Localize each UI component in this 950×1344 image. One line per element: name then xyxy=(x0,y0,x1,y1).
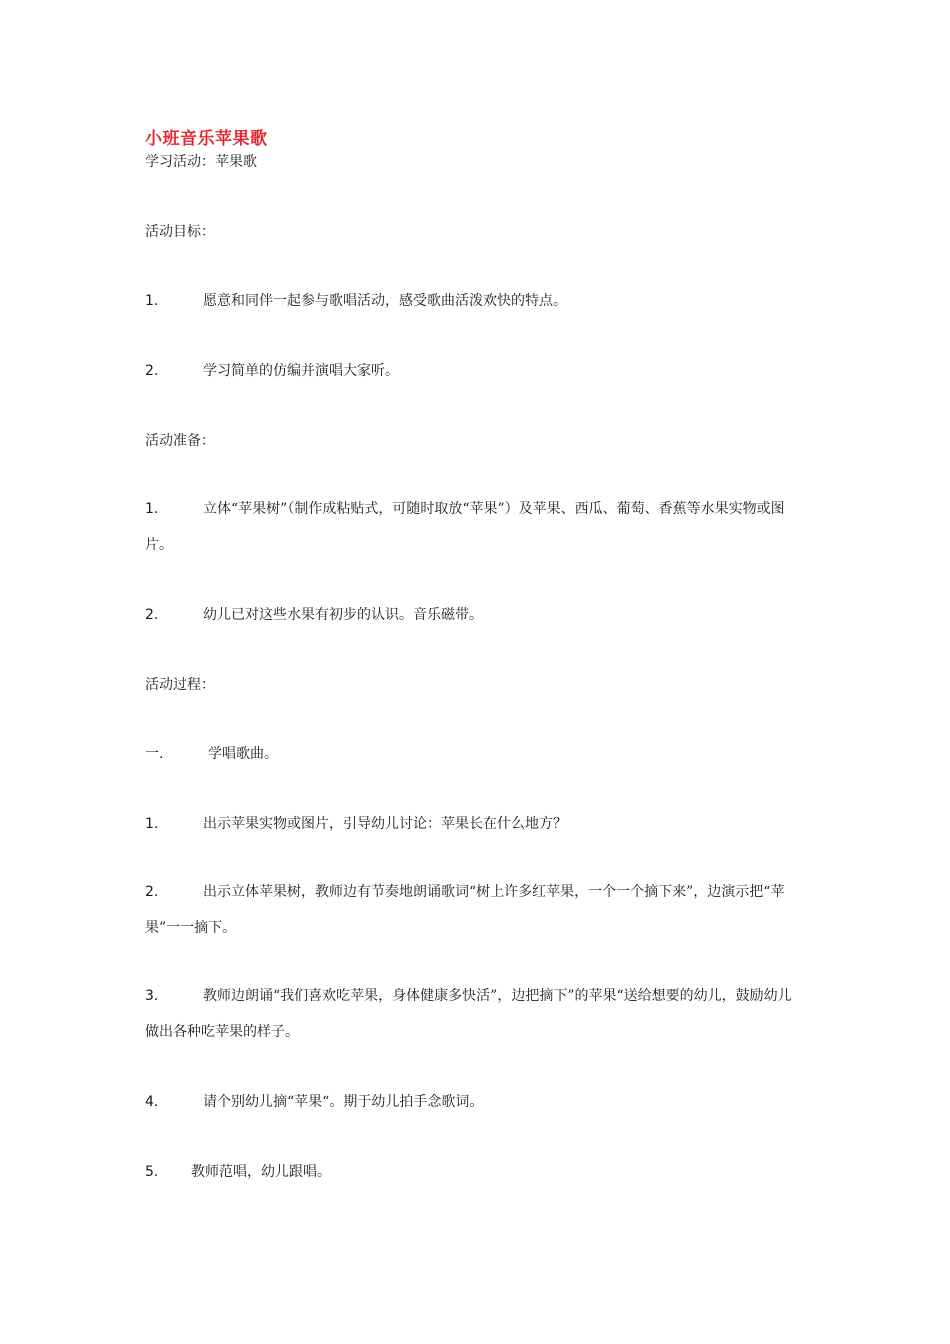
prep-item-2 xyxy=(145,605,483,625)
prep-item-2-number: 2. xyxy=(145,607,159,623)
process-item-2-text: 出示立体苹果树，教师边有节奏地朗诵歌词“树上许多红苹果，一个一个摘下来”，边演示把“苹果”一一摘下。 xyxy=(145,884,785,936)
process-item-2 xyxy=(145,874,800,946)
process-section-1 xyxy=(145,744,278,764)
prep-item-2-text: 幼儿已对这些水果有初步的认识。音乐磁带。 xyxy=(203,607,483,623)
process-item-5-text: 教师范唱，幼儿跟唱。 xyxy=(191,1164,331,1180)
document-title: 小班音乐苹果歌 xyxy=(145,129,268,149)
goal-item-1 xyxy=(145,291,567,311)
prep-item-1-text: 立体“苹果树”（制作成粘贴式，可随时取放“苹果”）及苹果、西瓜、葡萄、香蕉等水果实物或图片。 xyxy=(145,501,785,553)
process-item-3-number: 3. xyxy=(145,988,159,1004)
goal-item-2 xyxy=(145,361,399,381)
process-item-2-number: 2. xyxy=(145,884,159,900)
process-item-5-number: 5. xyxy=(145,1164,159,1180)
goal-item-1-text: 愿意和同伴一起参与歌唱活动，感受歌曲活泼欢快的特点。 xyxy=(203,293,567,309)
process-item-1-number: 1. xyxy=(145,816,159,832)
goals-heading: 活动目标： xyxy=(145,224,215,240)
process-item-4-number: 4. xyxy=(145,1094,159,1110)
process-section-1-number: 一. xyxy=(145,746,164,762)
process-item-4 xyxy=(145,1092,483,1112)
process-item-3 xyxy=(145,978,800,1050)
prep-heading: 活动准备： xyxy=(145,433,215,449)
goal-item-2-text: 学习简单的仿编并演唱大家听。 xyxy=(203,363,399,379)
process-item-1 xyxy=(145,814,567,834)
prep-item-1-number: 1. xyxy=(145,501,159,517)
process-item-1-text: 出示苹果实物或图片，引导幼儿讨论：苹果长在什么地方？ xyxy=(203,816,567,832)
prep-item-1 xyxy=(145,491,800,563)
process-item-5 xyxy=(145,1162,331,1182)
goal-item-1-number: 1. xyxy=(145,293,159,309)
process-item-3-text: 教师边朗诵“我们喜欢吃苹果，身体健康多快活”，边把摘下”的苹果“送给想要的幼儿，鼓励幼儿做出各种吃苹果的样子。 xyxy=(145,988,792,1040)
subtitle: 学习活动：苹果歌 xyxy=(145,154,257,170)
process-heading: 活动过程： xyxy=(145,677,215,693)
goal-item-2-number: 2. xyxy=(145,363,159,379)
process-item-4-text: 请个别幼儿摘“苹果“。期于幼儿拍手念歌词。 xyxy=(203,1094,484,1110)
process-section-1-text: 学唱歌曲。 xyxy=(208,746,278,762)
